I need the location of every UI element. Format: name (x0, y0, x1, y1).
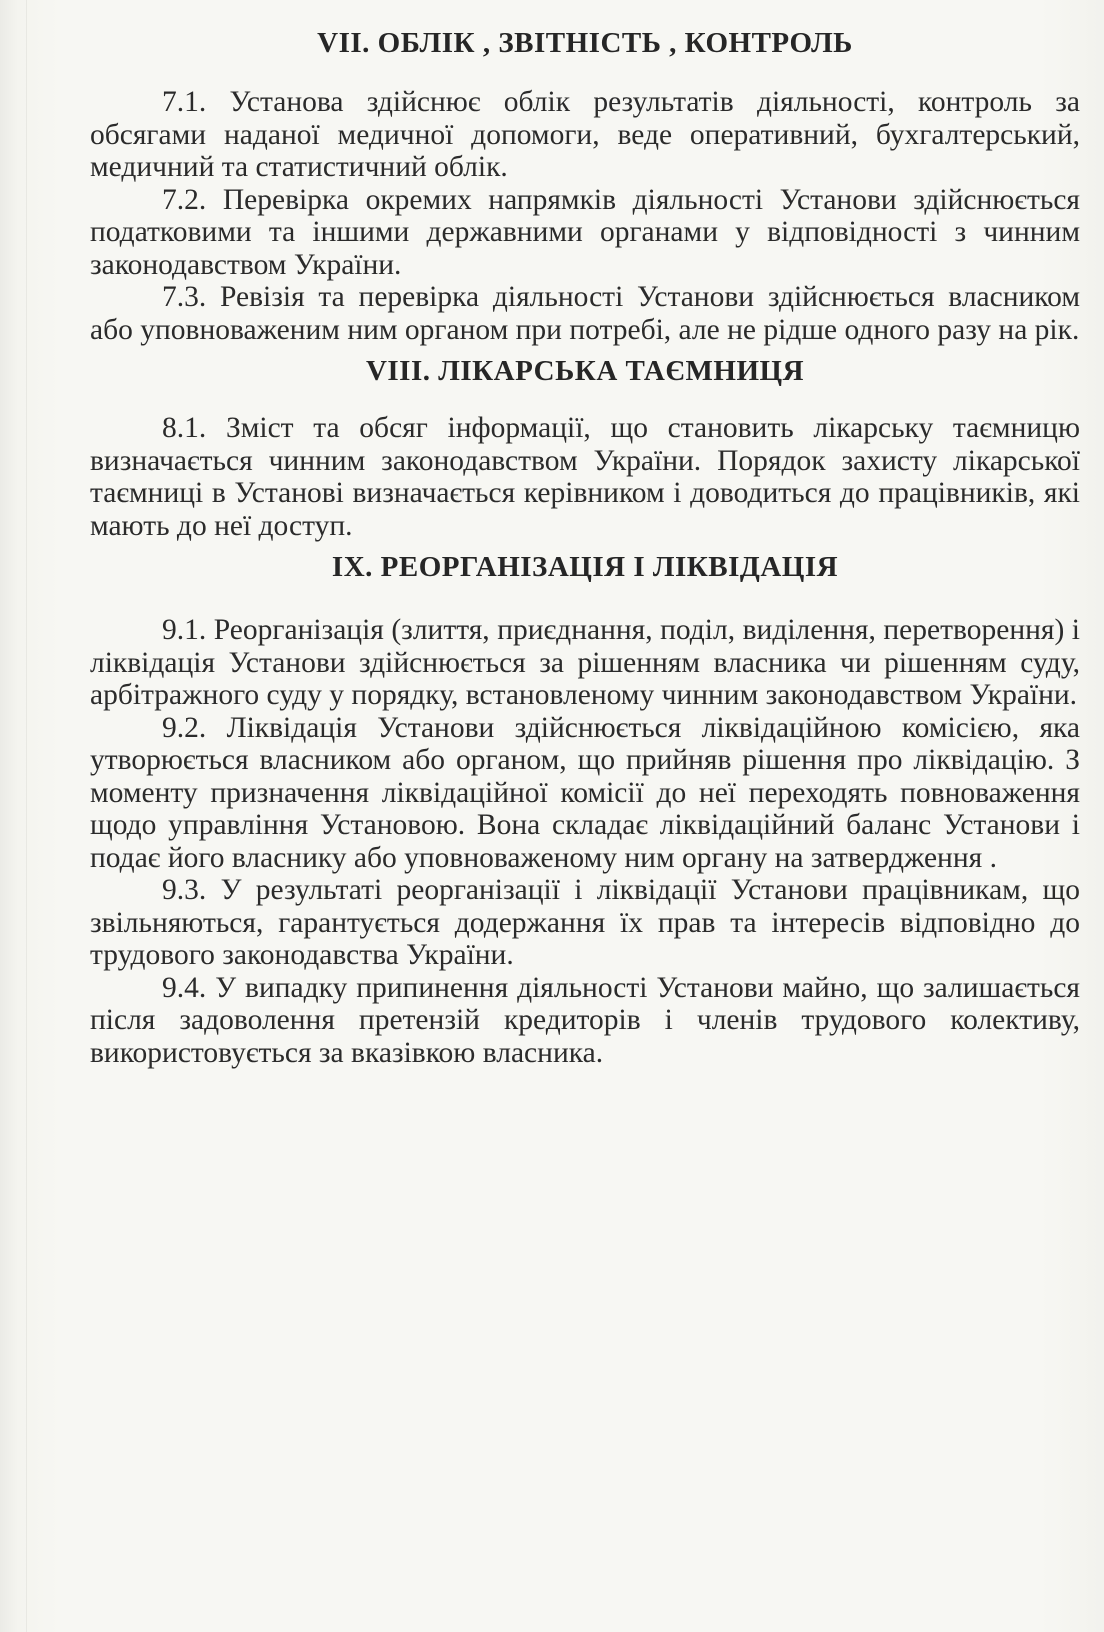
document-content (90, 22, 1080, 1069)
paragraph-7-2: 7.2. Перевірка окремих напрямків діяльності Установи здійснюється податковими та іншими державними органами у відповідності з чинним законодавством України. (90, 183, 1080, 281)
section-body-viii (90, 412, 1080, 542)
paragraph-7-1: 7.1. Установа здійснює облік результатів діяльності, контроль за обсягами наданої медичної допомоги, веде оперативний, бухгалтерський, медичний та статистичний облік. (90, 86, 1080, 183)
section-body-ix (90, 614, 1080, 1069)
section-heading-vii: VII. ОБЛІК , ЗВІТНІСТЬ , КОНТРОЛЬ (317, 27, 853, 59)
paragraph-7-3: 7.3. Ревізія та перевірка діяльності Установи здійснюється власником або уповноваженим ним органом при потребі, але не рідше одного разу на рік. (90, 281, 1080, 346)
section-heading-viii: VIII. ЛІКАРСЬКА ТАЄМНИЦЯ (365, 355, 805, 387)
paragraph-9-4: 9.4. У випадку припинення діяльності Установи майно, що залишається після задоволення претензій кредиторів і членів трудового колективу, використовується за вказівкою власника. (90, 971, 1080, 1069)
paragraph-8-1: 8.1. Зміст та обсяг інформації, що становить лікарську таємницю визначається чинним законодавством України. Порядок захисту лікарської таємниці в Установі визначається керівником і доводиться до працівників, які мають до неї доступ. (90, 412, 1080, 542)
section-body-vii (90, 86, 1080, 346)
section-heading-ix: IX. РЕОРГАНІЗАЦІЯ І ЛІКВІДАЦІЯ (331, 551, 839, 583)
page-fold-line (26, 0, 27, 1632)
paragraph-9-1: 9.1. Реорганізація (злиття, приєднання, поділ, виділення, перетворення) і ліквідація Установи здійснюється за рішенням власника чи рішенням суду, арбітражного суду у порядку, встановленому чинним законодавством України. (90, 614, 1080, 711)
paragraph-9-2: 9.2. Ліквідація Установи здійснюється ліквідаційною комісією, яка утворюється власником або органом, що прийняв рішення про ліквідацію. З моменту призначення ліквідаційної комісії до неї переходять повноваження щодо управління Установою. Вона складає ліквідаційний баланс Установи і подає його власнику або уповноваженому ним органу на затвердження . (90, 711, 1080, 874)
paragraph-9-3: 9.3. У результаті реорганізації і ліквідації Установи працівникам, що звільняються, гарантується додержання їх прав та інтересів відповідно до трудового законодавства України. (90, 874, 1080, 971)
